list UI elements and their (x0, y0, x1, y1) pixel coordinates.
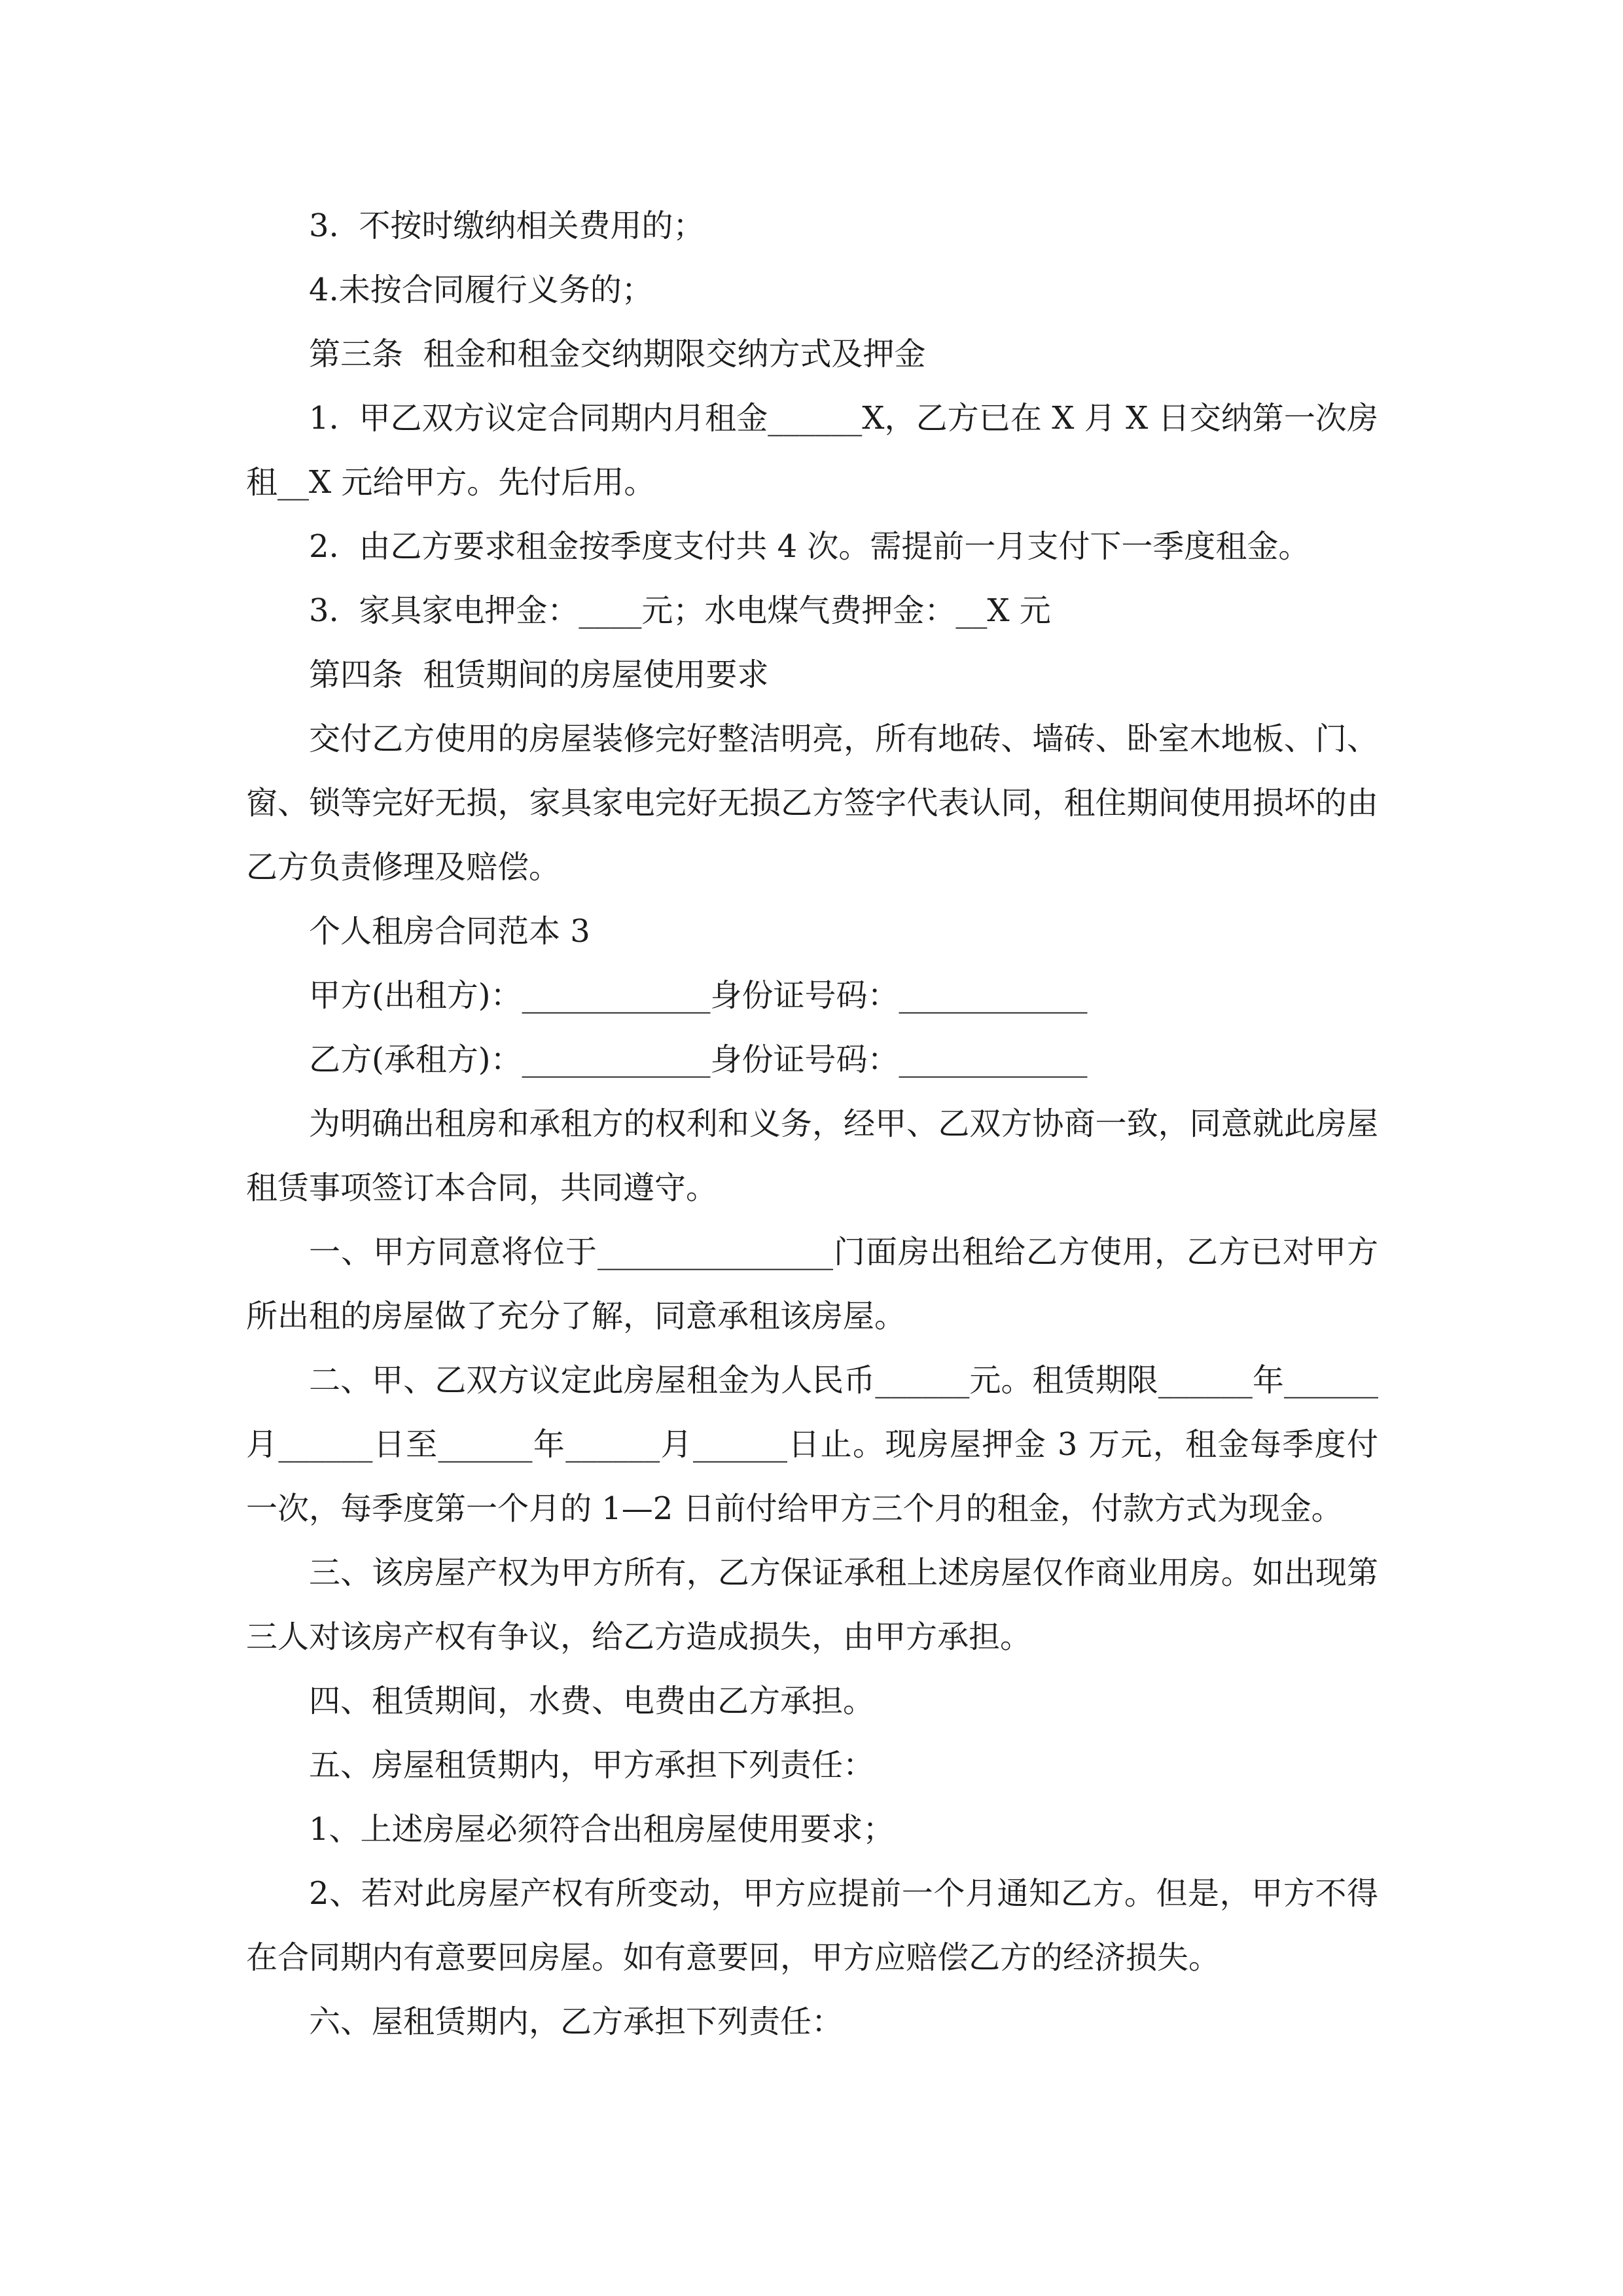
paragraph: 交付乙方使用的房屋装修完好整洁明亮，所有地砖、墙砖、卧室木地板、门、窗、锁等完好无损，家具家电完好无损乙方签字代表认同，租住期间使用损坏的由乙方负责修理及赔偿。 (246, 721, 1378, 886)
paragraph: 3. 不按时缴纳相关费用的； (309, 207, 705, 244)
paragraph: 3. 家具家电押金：____元；水电煤气费押金：__X 元 (309, 592, 1051, 629)
contract-title: 个人租房合同范本 3 (309, 913, 590, 950)
party-b-line: 乙方(承租方)：____________身份证号码：____________ (309, 1041, 1088, 1078)
clause: 二、甲、乙双方议定此房屋租金为人民币______元。租赁期限______年______月______日至______年______月______日止。现房屋押金 3 万元，租金每季度付一次，每季度第一个月的 1—2 日前付给甲方三个月的租金，付款方式为现金。 (246, 1362, 1378, 1527)
paragraph: 为明确出租房和承租方的权利和义务，经甲、乙双方协商一致，同意就此房屋租赁事项签订本合同，共同遵守。 (246, 1105, 1378, 1206)
clause: 六、屋租赁期内，乙方承担下列责任： (309, 2003, 844, 2040)
clause: 四、租赁期间，水费、电费由乙方承担。 (309, 1683, 875, 1719)
sub-clause: 1、上述房屋必须符合出租房屋使用要求； (309, 1811, 895, 1848)
paragraph: 2. 由乙方要求租金按季度支付共 4 次。需提前一月支付下一季度租金。 (309, 528, 1310, 565)
clause: 一、甲方同意将位于_______________门面房出租给乙方使用，乙方已对甲方所出租的房屋做了充分了解，同意承租该房屋。 (246, 1234, 1378, 1335)
paragraph: 1. 甲乙双方议定合同期内月租金______X，乙方已在 X 月 X 日交纳第一次房租__X 元给甲方。先付后用。 (246, 400, 1378, 501)
section-heading: 第四条 租赁期间的房屋使用要求 (309, 656, 769, 693)
clause: 三、该房屋产权为甲方所有，乙方保证承租上述房屋仅作商业用房。如出现第三人对该房产权有争议，给乙方造成损失，由甲方承担。 (246, 1554, 1378, 1655)
party-a-line: 甲方(出租方)：____________身份证号码：____________ (309, 977, 1088, 1014)
section-heading: 第三条 租金和租金交纳期限交纳方式及押金 (309, 336, 926, 372)
paragraph: 4.未按合同履行义务的； (309, 272, 653, 308)
document-body (246, 194, 1378, 2054)
sub-clause: 2、若对此房屋产权有所变动，甲方应提前一个月通知乙方。但是，甲方不得在合同期内有意要回房屋。如有意要回，甲方应赔偿乙方的经济损失。 (246, 1875, 1378, 1976)
clause: 五、房屋租赁期内，甲方承担下列责任： (309, 1747, 875, 1784)
